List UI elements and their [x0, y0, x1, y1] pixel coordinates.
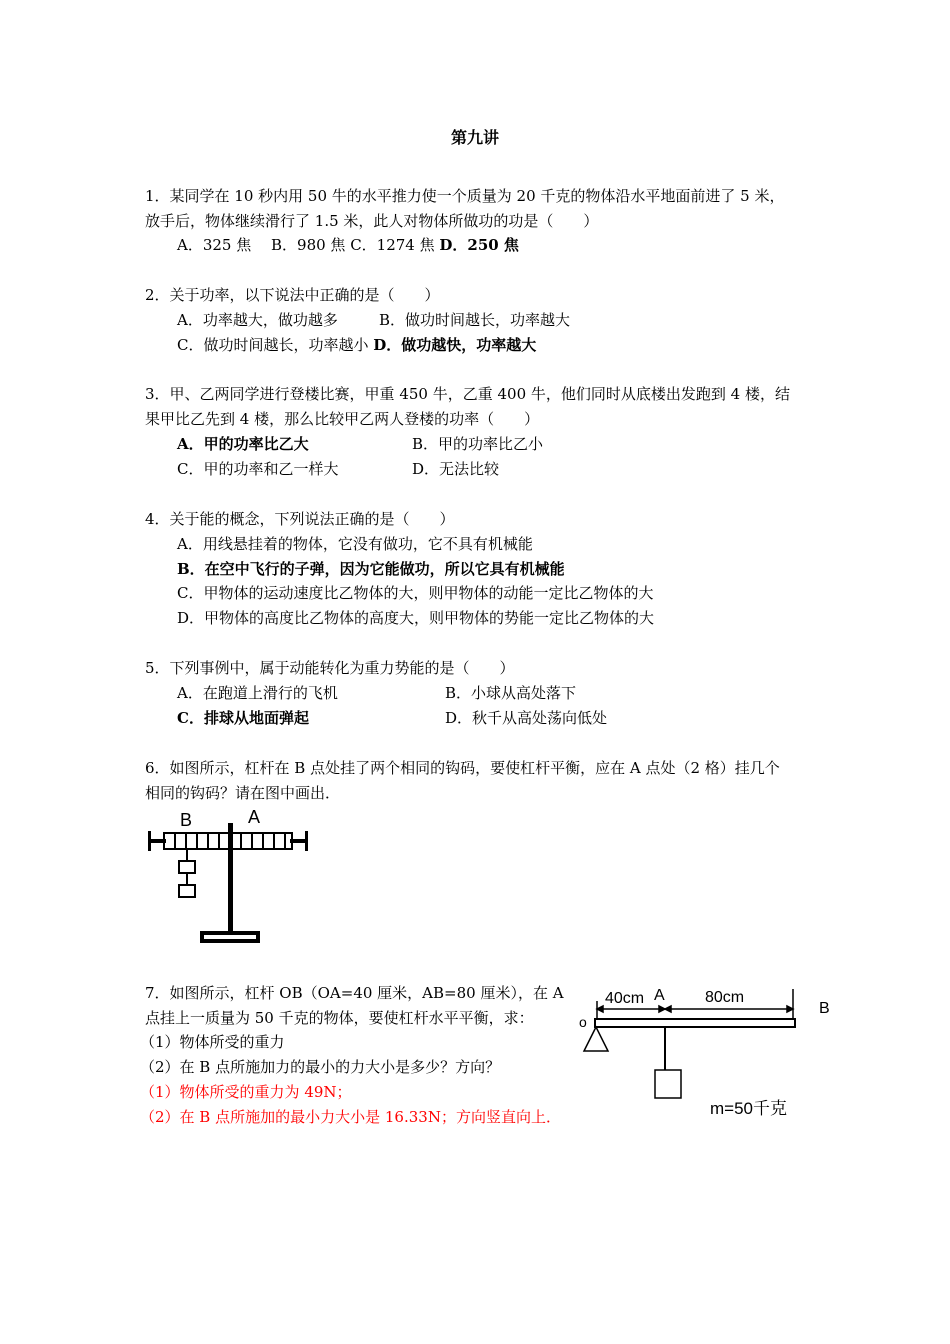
q7-stem-line2: 点挂上一质量为 50 千克的物体，要使杠杆水平平衡，求：: [145, 1009, 534, 1027]
q6-hooked-weights: [179, 849, 195, 897]
q6-label-a: A: [248, 807, 261, 827]
q4-option-a: A．用线悬挂着的物体，它没有做功，它不具有机械能: [177, 535, 533, 553]
q3-option-b: B．甲的功率比乙小: [412, 435, 544, 453]
q7-label-a: A: [654, 987, 665, 1004]
q3-stem-line1: 3．甲、乙两同学进行登楼比赛，甲重 450 牛，乙重 400 牛，他们同时从底楼出发跑到 4 楼，结: [145, 385, 790, 403]
q6-stem-line1: 6．如图所示，杠杆在 B 点处挂了两个相同的钩码，要使杠杆平衡，应在 A 点处（2 格）挂几个: [145, 759, 780, 777]
q1-option-d-answer: D．250 焦: [439, 236, 519, 254]
q5-stem: 5．下列事例中，属于动能转化为重力势能的是（ ）: [145, 659, 515, 677]
q3-option-c: C．甲的功率和乙一样大: [177, 460, 339, 478]
q7-label-oa-length: 40cm: [605, 990, 645, 1007]
q4-stem: 4．关于能的概念，下列说法正确的是（ ）: [145, 510, 455, 528]
q2-stem: 2．关于功率，以下说法中正确的是（ ）: [145, 286, 440, 304]
q3-option-a-answer: A．甲的功率比乙大: [177, 435, 309, 453]
q6-stem-line2: 相同的钩码？请在图中画出．: [145, 784, 341, 802]
q1-stem-line1: 1．某同学在 10 秒内用 50 牛的水平推力使一个质量为 20 千克的物体沿水平地面前进了 5 米，: [145, 187, 785, 205]
q7-label-b: B: [819, 1000, 830, 1017]
q6-lever-figure: [140, 805, 320, 950]
q5-option-c-answer: C．排球从地面弹起: [177, 709, 309, 727]
q7-mass-block: [655, 1070, 681, 1098]
q1-options: [177, 235, 519, 255]
q7-label-mass: m=50千克: [710, 1099, 787, 1118]
q4-option-b-answer: B．在空中飞行的子弹，因为它能做功，所以它具有机械能: [177, 560, 565, 578]
q5-option-a: A．在跑道上滑行的飞机: [177, 684, 338, 702]
q7-label-ab-length: 80cm: [705, 989, 745, 1006]
q7-lever-bar: [595, 1019, 795, 1027]
q5-option-d: D．秋千从高处荡向低处: [445, 709, 608, 727]
page-title: 第九讲: [450, 128, 499, 147]
q2-option-a: A．功率越大，做功越多: [177, 311, 338, 329]
q7-lever-figure: [575, 975, 840, 1125]
q4-option-c: C．甲物体的运动速度比乙物体的大，则甲物体的动能一定比乙物体的大: [177, 584, 654, 602]
q7-answer-1: （1）物体所受的重力为 49N；: [140, 1083, 352, 1101]
q7-label-o: o: [579, 1014, 587, 1030]
q1-options-abc: A．325 焦 B．980 焦 C．1274 焦: [177, 236, 435, 254]
q2-options-cd: [177, 335, 536, 355]
q7-answer-2: （2）在 B 点所施加的最小力大小是 16.33N；方向竖直向上．: [140, 1108, 561, 1126]
q7-sub-question-1: （1）物体所受的重力: [140, 1033, 285, 1051]
q5-option-b: B．小球从高处落下: [445, 684, 577, 702]
q2-option-b: B．做功时间越长，功率越大: [379, 311, 571, 329]
q3-option-d: D．无法比较: [412, 460, 500, 478]
q4-option-d: D．甲物体的高度比乙物体的高度大，则甲物体的势能一定比乙物体的大: [177, 609, 655, 627]
q2-option-c: C．做功时间越长，功率越小: [177, 336, 369, 354]
q6-label-b: B: [180, 810, 193, 830]
q3-stem-line2: 果甲比乙先到 4 楼，那么比较甲乙两人登楼的功率（ ）: [145, 410, 540, 428]
q7-fulcrum: [584, 1027, 608, 1051]
q2-option-d-answer: D．做功越快，功率越大: [373, 336, 537, 354]
q1-stem-line2: 放手后，物体继续滑行了 1.5 米，此人对物体所做功的功是（ ）: [145, 212, 599, 230]
q7-stem-line1: 7．如图所示，杠杆 OB（OA=40 厘米，AB=80 厘米），在 A: [145, 984, 564, 1002]
q7-sub-question-2: （2）在 B 点所施加力的最小的力大小是多少？方向？: [140, 1058, 501, 1076]
